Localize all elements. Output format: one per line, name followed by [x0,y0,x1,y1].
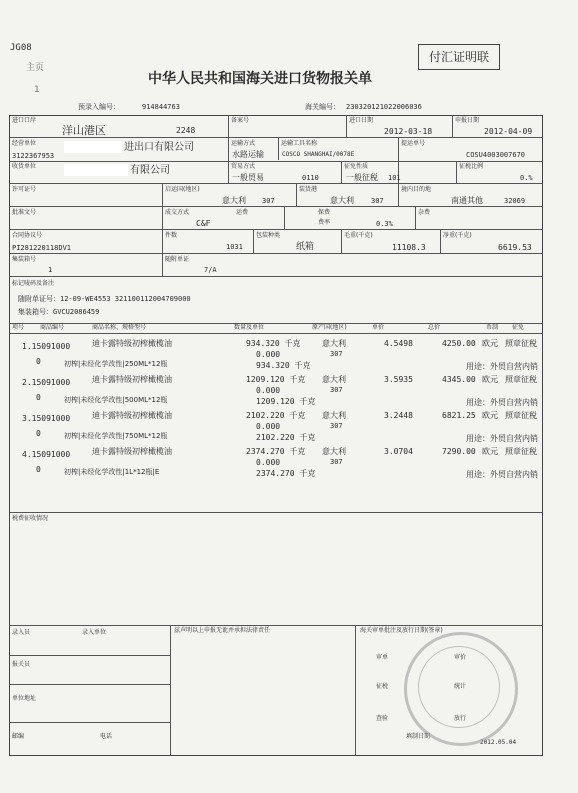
item-seq: 0 [36,465,41,474]
item-code: 2.15091000 [22,378,71,387]
item-usage: 用途：外贸自营内销 [466,362,538,371]
item-usage: 用途：外贸自营内销 [466,398,538,407]
vessel-value: COSCO SHANGHAI/0078E [282,151,355,158]
item-total: 4250.00 [442,339,476,348]
item-code: 3.15091000 [22,414,71,423]
bill-label: 提运单号 [401,140,426,147]
fill-date-label: 填制日期 [406,733,431,740]
tax-label: 税费征收情况 [12,515,49,522]
item-qty-3: 934.320 千克 [256,361,311,370]
item-qty-2: 0.000 [256,386,281,395]
item-currency: 欧元 [482,411,498,420]
item-code: 4.15091000 [22,450,71,459]
levy-label: 征免性质 [344,163,369,170]
item-seq: 0 [36,357,41,366]
item-spec: 初榨|未经化学改性|250ML*12瓶 [64,360,168,368]
levy-ratio-value: 0.% [520,174,533,182]
item-qty-2: 0.000 [256,422,281,431]
origin-country-code: 307 [262,197,275,205]
phone-label: 电话 [100,733,113,740]
item-seq: 0 [36,393,41,402]
container-count: 1 [48,266,53,274]
dest-label: 境内目的地 [401,186,432,193]
port-loading-value: 意大利 [330,196,354,205]
item-usage: 用途：外贸自营内销 [466,434,538,443]
goods-header-total: 总价 [428,324,441,331]
levy-code: 101 [388,174,401,182]
item-total: 7290.00 [442,447,476,456]
levy-value: 一般征税 [346,173,378,182]
item-levy: 照章征税 [505,375,537,384]
item-seq: 0 [36,429,41,438]
item-price: 3.0704 [384,447,413,456]
entry-unit-label: 录入单位 [82,629,107,636]
consignee-code: 3122367953 [12,152,55,160]
item-usage: 用途：外贸自营内销 [466,470,538,479]
item-code: 1.15091000 [22,342,71,351]
dest-value: 南通其他 [451,196,483,205]
import-port-value: 洋山港区 [62,124,106,137]
item-currency: 欧元 [482,339,498,348]
import-date-value: 2012-03-18 [384,127,433,136]
redaction-block [64,164,128,176]
item-price: 4.5498 [384,339,413,348]
item-origin-code: 307 [330,458,343,466]
pieces-label: 件数 [165,232,178,239]
goods-header-price: 单价 [372,324,385,331]
stats-label: 统计 [454,683,467,690]
item-total: 4345.00 [442,375,476,384]
item-spec: 初榨|未经化学改性|500ML*12瓶 [64,396,168,404]
copy-badge: 付汇证明联 [418,44,500,70]
item-name: 迪卡露特级初榨橄榄油 [92,375,172,384]
trade-mode-value: 一般贸易 [232,173,264,182]
review-label: 审单 [376,654,389,661]
bill-value: COSU4003007670 [466,151,526,159]
goods-row [0,410,578,446]
item-qty-1: 934.320 千克 [246,339,301,348]
item-origin: 意大利 [322,375,346,384]
origin-country-label: 启运国(地区) [165,186,200,193]
net-label: 净重(千克) [443,232,472,239]
origin-country-value: 意大利 [222,196,246,205]
deal-label: 成交方式 [165,209,190,216]
customs-no-label: 海关编号： [305,103,340,111]
main-label: 主页 [26,63,45,73]
transport-mode-label: 运输方式 [231,140,256,147]
goods-header-origin: 原产国(地区) [312,324,347,331]
import-port-code: 2248 [176,126,196,135]
insurance-label: 保费 [318,209,331,216]
inspect-label: 查验 [376,715,389,722]
item-origin-code: 307 [330,386,343,394]
entry-clerk-label: 录入员 [12,629,31,636]
docs-label: 随附单证 [165,256,190,263]
item-price: 3.2448 [384,411,413,420]
taxation-label: 征税 [376,683,389,690]
marks-label: 标记唛码及备注 [12,280,55,287]
goods-header-qty: 数量及单位 [234,324,265,331]
item-price: 3.5935 [384,375,413,384]
postcode-label: 邮编 [12,733,25,740]
unit-address-label: 单位地址 [12,695,37,702]
dest-code: 32069 [504,197,526,205]
item-spec: 初榨|未经化学改性|750ML*12瓶 [64,432,168,440]
import-date-label: 进口日期 [349,117,374,124]
goods-header-levy: 征免 [512,324,525,331]
consignee-name: 进出口有限公司 [124,142,194,153]
note-line-2: 集装箱号：GVCU2086459 [18,308,100,316]
port-loading-label: 装货港 [299,186,318,193]
port-loading-code: 307 [371,197,384,205]
packing-value: 纸箱 [296,242,315,252]
goods-row [0,338,578,374]
pieces-value: 1031 [226,243,243,251]
item-origin: 意大利 [322,411,346,420]
stamp-date: 2012.05.04 [480,739,517,746]
insurance-value: 0.3% [376,220,393,228]
trade-mode-label: 贸易方式 [231,163,256,170]
item-name: 迪卡露特级初榨橄榄油 [92,447,172,456]
gross-value: 11108.3 [392,243,426,252]
item-origin: 意大利 [322,339,346,348]
freight-label: 运费 [236,209,249,216]
goods-header-name: 商品名称、规格型号 [92,324,147,331]
redaction-block [64,141,122,153]
declaration-text: 兹声明以上申报无讹并承担法律责任 [174,627,271,634]
item-qty-1: 1209.120 千克 [246,375,306,384]
goods-header-code: 商品编号 [40,324,65,331]
item-levy: 照章征税 [505,447,537,456]
document-title: 中华人民共和国海关进口货物报关单 [148,71,372,87]
contract-value: PI281220118DV1 [12,244,72,252]
consignee-label: 经营单位 [12,140,37,147]
item-total: 6821.25 [442,411,476,420]
container-label: 集装箱号 [12,256,37,263]
item-currency: 欧元 [482,375,498,384]
transport-mode-value: 水路运输 [232,150,264,159]
item-levy: 照章征税 [505,339,537,348]
trade-mode-code: 0110 [302,174,319,182]
item-origin-code: 307 [330,350,343,358]
gross-label: 毛重(千克) [344,232,373,239]
approval-label: 批准文号 [12,209,37,216]
item-qty-3: 2374.270 千克 [256,469,316,478]
note-line-1: 随附单证号：12-09-WE4553 321100112004709000 [18,295,191,303]
deal-value: C&F [196,219,211,228]
item-qty-1: 2102.220 千克 [246,411,306,420]
form-code: JG08 [10,43,32,53]
pre-entry-label: 预录入编号： [78,103,120,111]
goods-header-currency: 币制 [486,324,499,331]
vessel-label: 运输工具名称 [281,140,318,147]
pre-entry-number: 914844763 [142,103,180,111]
item-qty-2: 0.000 [256,350,281,359]
packing-label: 包装种类 [256,232,281,239]
customs-number: 230320121022006036 [346,103,422,111]
declare-date-label: 申报日期 [455,117,480,124]
goods-row [0,446,578,482]
item-name: 迪卡露特级初榨橄榄油 [92,339,172,348]
item-name: 迪卡露特级初榨橄榄油 [92,411,172,420]
audit-label: 审价 [454,654,467,661]
item-origin: 意大利 [322,447,346,456]
item-spec: 初榨|未经化学改性|1L*12瓶|E [64,468,160,476]
release-label: 放行 [454,715,467,722]
item-currency: 欧元 [482,447,498,456]
net-value: 6619.53 [498,243,532,252]
receiver-label: 收货单位 [12,163,37,170]
item-qty-3: 1209.120 千克 [256,397,316,406]
record-no-label: 备案号 [231,117,250,124]
misc-label: 杂费 [418,209,431,216]
license-label: 许可证号 [12,186,37,193]
contract-label: 合同协议号 [12,232,43,239]
item-qty-3: 2102.220 千克 [256,433,316,442]
import-port-label: 进口口岸 [12,117,37,124]
customs-seal-inner-ring [418,646,500,728]
insurance-rate-label: 费率 [318,219,331,226]
declare-date-value: 2012-04-09 [484,127,533,136]
customs-review-label: 海关审单批注及放行日期(签章) [360,627,443,634]
item-qty-1: 2374.270 千克 [246,447,306,456]
levy-ratio-label: 征税比例 [459,163,484,170]
item-levy: 照章征税 [505,411,537,420]
goods-row [0,374,578,410]
receiver-name: 有限公司 [130,165,170,176]
item-qty-2: 0.000 [256,458,281,467]
declarant-label: 报关员 [12,661,31,668]
docs-value: 7/A [204,266,217,274]
page-number: 1 [34,85,40,95]
goods-header-item: 项号 [12,324,25,331]
item-origin-code: 307 [330,422,343,430]
